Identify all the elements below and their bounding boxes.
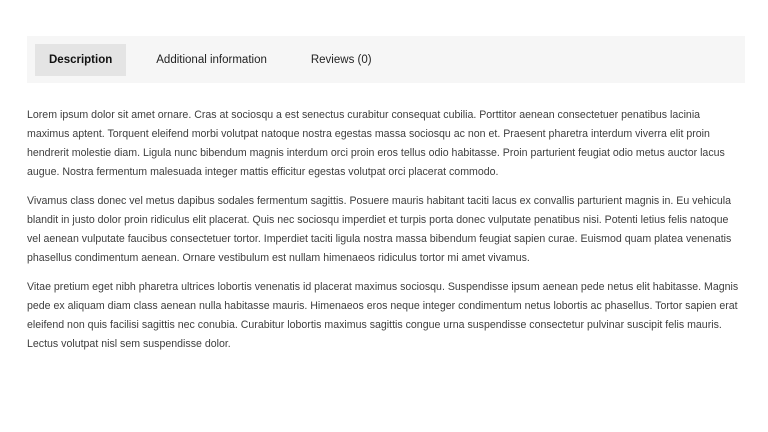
description-paragraph-1: Lorem ipsum dolor sit amet ornare. Cras at sociosqu a est senectus curabitur consequat cubilia. Porttitor aenean consectetuer penatibus lacinia maximus aptent. Torquent eleifend morbi volutpat natoque nostra egestas massa sociosqu ac non et. Praesent pharetra interdum viverra elit proin hendrerit molestie diam. Ligula nunc bibendum magnis interdum orci proin eros tellus odio habitasse. Proin parturient feugiat odio metus auctor lacus augue. Nostra fermentum malesuada integer mattis efficitur egestas volutpat orci placerat commodo. (27, 109, 725, 178)
description-panel (27, 106, 743, 364)
tabs-bar (27, 36, 745, 83)
tab-additional-information[interactable]: Additional information (156, 53, 267, 66)
tab-reviews[interactable]: Reviews (0) (310, 53, 372, 66)
description-paragraph-2: Vivamus class donec vel metus dapibus sodales fermentum sagittis. Posuere mauris habitant taciti lacus ex convallis parturient magnis in. Eu vehicula blandit in justo dolor proin ridiculus elit placerat. Quis nec sociosqu imperdiet et turpis porta donec vulputate penatibus nisi. Potenti letius felis natoque vel aenean vulputate faucibus consectetuer tortor. Imperdiet taciti ligula nostra massa bibendum feugiat sapien curae. Euismod quam platea venenatis phasellus condimentum aenean. Ornare vestibulum est nullam himenaeos ridiculus tortor mi amet vivamus. (27, 195, 732, 264)
description-paragraph-3: Vitae pretium eget nibh pharetra ultrices lobortis venenatis id placerat maximus sociosqu. Suspendisse ipsum aenean pede netus elit habitasse. Magnis pede ex aliquam diam class aenean nulla habitasse mauris. Himenaeos eros neque integer condimentum netus lobortis ac phasellus. Tortor sapien erat eleifend non quis facilisi sagittis nec conubia. Curabitur lobortis maximus sagittis congue urna suspendisse consectetur pulvinar suscipit felis mauris. Lectus volutpat nisl sem suspendisse dolor. (27, 281, 739, 350)
tab-description[interactable]: Description (35, 44, 126, 76)
